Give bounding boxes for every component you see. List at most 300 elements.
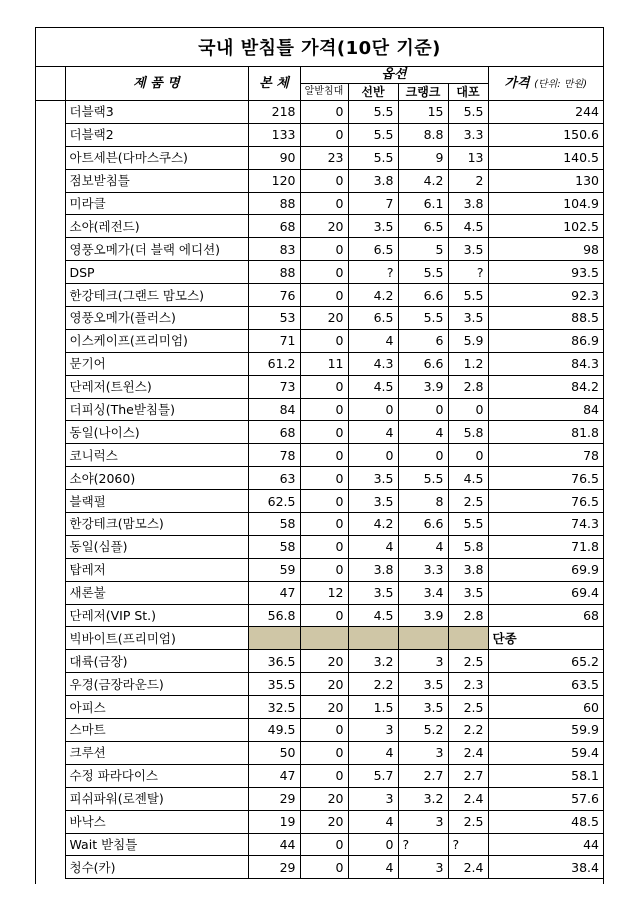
option-shelf: 4 — [348, 741, 398, 764]
product-name: 영풍오메가(더 블랙 에디션) — [65, 238, 248, 261]
product-name: 소야(레전드) — [65, 215, 248, 238]
body-price: 61.2 — [248, 352, 300, 375]
header-opt-shelf: 선반 — [348, 84, 398, 101]
product-name: 이스케이프(프리미엄) — [65, 329, 248, 352]
product-name: 스마트 — [65, 719, 248, 742]
body-price: 88 — [248, 192, 300, 215]
product-name: 아트세븐(다마스쿠스) — [65, 146, 248, 169]
total-price: 68 — [488, 604, 603, 627]
row-spacer — [36, 146, 65, 169]
option-crank: 6.5 — [398, 215, 448, 238]
option-pole: 2.5 — [448, 696, 488, 719]
row-spacer — [36, 169, 65, 192]
option-shelf: 4.3 — [348, 352, 398, 375]
row-spacer — [36, 101, 65, 124]
option-under: 20 — [300, 650, 348, 673]
option-shelf: 6.5 — [348, 307, 398, 330]
product-name: 우경(금장라운드) — [65, 673, 248, 696]
option-crank: 9 — [398, 146, 448, 169]
sheet-title: 국내 받침틀 가격(10단 기준) — [36, 28, 603, 67]
table-row — [36, 352, 603, 375]
total-price: 140.5 — [488, 146, 603, 169]
row-spacer — [36, 467, 65, 490]
option-shelf: 4.5 — [348, 604, 398, 627]
product-name: 미라클 — [65, 192, 248, 215]
body-price: 68 — [248, 215, 300, 238]
option-shelf: 5.5 — [348, 146, 398, 169]
option-pole: 5.9 — [448, 329, 488, 352]
option-shelf: 4 — [348, 535, 398, 558]
option-crank: 5.5 — [398, 467, 448, 490]
option-pole: 2.5 — [448, 810, 488, 833]
table-row — [36, 787, 603, 810]
option-pole: 3.3 — [448, 123, 488, 146]
table-row — [36, 467, 603, 490]
option-pole: 3.5 — [448, 581, 488, 604]
product-name: DSP — [65, 261, 248, 284]
row-spacer — [36, 719, 65, 742]
row-spacer — [36, 398, 65, 421]
table-row — [36, 444, 603, 467]
product-name: 아피스 — [65, 696, 248, 719]
option-under: 20 — [300, 673, 348, 696]
body-price: 35.5 — [248, 673, 300, 696]
body-price: 47 — [248, 764, 300, 787]
total-price: 104.9 — [488, 192, 603, 215]
row-spacer — [36, 284, 65, 307]
row-spacer — [36, 696, 65, 719]
option-under: 0 — [300, 856, 348, 879]
option-pole: 2.5 — [448, 650, 488, 673]
table-row — [36, 375, 603, 398]
option-pole: 5.5 — [448, 101, 488, 124]
option-crank: 3.9 — [398, 375, 448, 398]
option-pole: 3.8 — [448, 558, 488, 581]
row-spacer — [36, 810, 65, 833]
option-shelf: 3.8 — [348, 558, 398, 581]
product-name: 한강테크(그랜드 맘모스) — [65, 284, 248, 307]
option-under: 0 — [300, 467, 348, 490]
option-crank: 3 — [398, 856, 448, 879]
body-price: 76 — [248, 284, 300, 307]
body-price: 53 — [248, 307, 300, 330]
option-crank: 4 — [398, 421, 448, 444]
option-under: 20 — [300, 307, 348, 330]
option-under: 0 — [300, 513, 348, 536]
total-price: 84.2 — [488, 375, 603, 398]
option-under: 0 — [300, 261, 348, 284]
body-price: 68 — [248, 421, 300, 444]
row-spacer — [36, 764, 65, 787]
option-pole: 3.5 — [448, 307, 488, 330]
body-price: 19 — [248, 810, 300, 833]
option-pole: 1.2 — [448, 352, 488, 375]
option-pole: 2.4 — [448, 787, 488, 810]
option-crank: 3 — [398, 741, 448, 764]
row-spacer — [36, 490, 65, 513]
header-price — [488, 67, 603, 101]
option-pole: 2.8 — [448, 604, 488, 627]
table-row — [36, 627, 603, 650]
option-under: 20 — [300, 215, 348, 238]
header-options: 옵션 — [300, 67, 488, 84]
table-row — [36, 307, 603, 330]
option-under: 0 — [300, 604, 348, 627]
option-under: 0 — [300, 833, 348, 856]
option-pole: 0 — [448, 444, 488, 467]
total-price: 150.6 — [488, 123, 603, 146]
body-price: 56.8 — [248, 604, 300, 627]
row-spacer — [36, 444, 65, 467]
option-pole: 2 — [448, 169, 488, 192]
total-price: 63.5 — [488, 673, 603, 696]
body-price: 71 — [248, 329, 300, 352]
option-shelf: 3.5 — [348, 467, 398, 490]
option-crank: 5.5 — [398, 261, 448, 284]
option-crank — [398, 627, 448, 650]
option-under: 20 — [300, 787, 348, 810]
total-price: 102.5 — [488, 215, 603, 238]
product-name: 피쉬파워(로젠탈) — [65, 787, 248, 810]
option-pole: 4.5 — [448, 467, 488, 490]
option-crank: 5.2 — [398, 719, 448, 742]
table-row — [36, 581, 603, 604]
row-spacer — [36, 352, 65, 375]
row-spacer — [36, 238, 65, 261]
table-row — [36, 513, 603, 536]
total-price: 60 — [488, 696, 603, 719]
table-row — [36, 764, 603, 787]
option-crank: 2.7 — [398, 764, 448, 787]
option-shelf: 5.5 — [348, 123, 398, 146]
option-pole: 13 — [448, 146, 488, 169]
product-name: 동일(심플) — [65, 535, 248, 558]
header-opt-pole: 대포 — [448, 84, 488, 101]
table-row — [36, 421, 603, 444]
option-shelf: 0 — [348, 833, 398, 856]
row-spacer — [36, 558, 65, 581]
table-row — [36, 535, 603, 558]
total-price: 69.9 — [488, 558, 603, 581]
option-under: 20 — [300, 810, 348, 833]
table-row — [36, 810, 603, 833]
table-row — [36, 329, 603, 352]
option-crank: 6.6 — [398, 352, 448, 375]
option-under: 0 — [300, 284, 348, 307]
total-price: 38.4 — [488, 856, 603, 879]
option-pole: 0 — [448, 398, 488, 421]
total-price: 130 — [488, 169, 603, 192]
option-pole: 5.8 — [448, 421, 488, 444]
option-crank: 4.2 — [398, 169, 448, 192]
product-name: 단레저(트윈스) — [65, 375, 248, 398]
option-shelf: 4 — [348, 856, 398, 879]
option-shelf: 3.8 — [348, 169, 398, 192]
option-shelf: 3 — [348, 787, 398, 810]
table-row — [36, 123, 603, 146]
product-name: 동일(나이스) — [65, 421, 248, 444]
option-crank: 6.6 — [398, 513, 448, 536]
table-row — [36, 696, 603, 719]
option-pole: 2.4 — [448, 741, 488, 764]
option-crank: 6.1 — [398, 192, 448, 215]
header-opt-under: 알받침대 — [300, 84, 348, 101]
option-under: 0 — [300, 238, 348, 261]
product-name: 더피싱(The받침틀) — [65, 398, 248, 421]
option-shelf: 4 — [348, 810, 398, 833]
option-shelf: 4.5 — [348, 375, 398, 398]
header-price-label: 가격 — [504, 75, 530, 91]
option-shelf: 7 — [348, 192, 398, 215]
option-under: 0 — [300, 101, 348, 124]
body-price: 83 — [248, 238, 300, 261]
option-pole: ? — [448, 261, 488, 284]
option-pole: 4.5 — [448, 215, 488, 238]
body-price: 59 — [248, 558, 300, 581]
option-crank: 3.3 — [398, 558, 448, 581]
option-pole: 5.8 — [448, 535, 488, 558]
option-shelf: 3 — [348, 719, 398, 742]
body-price: 36.5 — [248, 650, 300, 673]
product-name: 더블랙2 — [65, 123, 248, 146]
product-name: 문기어 — [65, 352, 248, 375]
option-crank: 6.6 — [398, 284, 448, 307]
total-price: 65.2 — [488, 650, 603, 673]
table-row — [36, 146, 603, 169]
table-row — [36, 856, 603, 879]
option-crank: 8 — [398, 490, 448, 513]
total-price: 69.4 — [488, 581, 603, 604]
row-spacer — [36, 833, 65, 856]
row-spacer — [36, 604, 65, 627]
product-name: Wait 받침틀 — [65, 833, 248, 856]
total-price: 81.8 — [488, 421, 603, 444]
option-crank: 6 — [398, 329, 448, 352]
total-price: 74.3 — [488, 513, 603, 536]
option-shelf: 4 — [348, 329, 398, 352]
option-pole — [448, 627, 488, 650]
total-price: 71.8 — [488, 535, 603, 558]
body-price: 88 — [248, 261, 300, 284]
option-under: 0 — [300, 421, 348, 444]
option-pole: 5.5 — [448, 284, 488, 307]
option-shelf: 3.2 — [348, 650, 398, 673]
row-spacer — [36, 650, 65, 673]
row-spacer — [36, 856, 65, 879]
table-row — [36, 192, 603, 215]
table-row — [36, 238, 603, 261]
row-spacer — [36, 421, 65, 444]
total-price: 84.3 — [488, 352, 603, 375]
option-under: 0 — [300, 192, 348, 215]
table-row — [36, 284, 603, 307]
product-name: 블랙펄 — [65, 490, 248, 513]
table-row — [36, 490, 603, 513]
option-under: 0 — [300, 741, 348, 764]
option-under: 11 — [300, 352, 348, 375]
option-shelf: 2.2 — [348, 673, 398, 696]
option-crank: 3 — [398, 810, 448, 833]
body-price: 29 — [248, 787, 300, 810]
total-price: 44 — [488, 833, 603, 856]
total-price: 57.6 — [488, 787, 603, 810]
table-row — [36, 604, 603, 627]
table-row — [36, 261, 603, 284]
discontinued-label: 단종 — [488, 627, 603, 650]
product-name: 더블랙3 — [65, 101, 248, 124]
row-spacer — [36, 215, 65, 238]
option-shelf: ? — [348, 261, 398, 284]
option-under: 0 — [300, 123, 348, 146]
total-price: 92.3 — [488, 284, 603, 307]
body-price: 90 — [248, 146, 300, 169]
option-under: 20 — [300, 696, 348, 719]
option-pole: 2.3 — [448, 673, 488, 696]
row-spacer — [36, 329, 65, 352]
option-crank: 5 — [398, 238, 448, 261]
price-table — [36, 67, 603, 879]
header-opt-crank: 크랭크 — [398, 84, 448, 101]
option-under: 12 — [300, 581, 348, 604]
table-row — [36, 719, 603, 742]
product-name: 빅바이트(프리미엄) — [65, 627, 248, 650]
option-under: 0 — [300, 558, 348, 581]
option-shelf — [348, 627, 398, 650]
option-pole: ? — [448, 833, 488, 856]
product-name: 대륙(금장) — [65, 650, 248, 673]
option-shelf: 4.2 — [348, 284, 398, 307]
option-crank: ? — [398, 833, 448, 856]
option-pole: 3.8 — [448, 192, 488, 215]
row-spacer — [36, 513, 65, 536]
option-crank: 5.5 — [398, 307, 448, 330]
option-crank: 8.8 — [398, 123, 448, 146]
option-crank: 3.4 — [398, 581, 448, 604]
row-spacer — [36, 627, 65, 650]
option-crank: 3.5 — [398, 696, 448, 719]
body-price: 47 — [248, 581, 300, 604]
header-price-unit: (단위: 만원) — [534, 78, 588, 90]
price-sheet — [35, 27, 604, 884]
row-spacer — [36, 787, 65, 810]
option-crank: 0 — [398, 398, 448, 421]
option-shelf: 3.5 — [348, 490, 398, 513]
table-row — [36, 169, 603, 192]
option-under: 0 — [300, 329, 348, 352]
body-price: 218 — [248, 101, 300, 124]
table-row — [36, 398, 603, 421]
total-price: 76.5 — [488, 467, 603, 490]
option-crank: 3 — [398, 650, 448, 673]
total-price: 76.5 — [488, 490, 603, 513]
option-shelf: 3.5 — [348, 581, 398, 604]
row-spacer — [36, 307, 65, 330]
body-price: 78 — [248, 444, 300, 467]
total-price: 58.1 — [488, 764, 603, 787]
body-price: 50 — [248, 741, 300, 764]
option-under: 0 — [300, 535, 348, 558]
table-row — [36, 741, 603, 764]
product-name: 바낙스 — [65, 810, 248, 833]
row-spacer — [36, 261, 65, 284]
option-pole: 3.5 — [448, 238, 488, 261]
table-row — [36, 650, 603, 673]
option-under: 0 — [300, 764, 348, 787]
product-name: 코니럭스 — [65, 444, 248, 467]
option-shelf: 5.7 — [348, 764, 398, 787]
option-under: 0 — [300, 719, 348, 742]
product-name: 새론불 — [65, 581, 248, 604]
row-spacer — [36, 192, 65, 215]
product-name: 수정 파라다이스 — [65, 764, 248, 787]
option-pole: 5.5 — [448, 513, 488, 536]
table-row — [36, 833, 603, 856]
option-pole: 2.5 — [448, 490, 488, 513]
total-price: 78 — [488, 444, 603, 467]
spacer-cell — [36, 67, 65, 101]
option-crank: 0 — [398, 444, 448, 467]
row-spacer — [36, 581, 65, 604]
option-crank: 3.5 — [398, 673, 448, 696]
option-pole: 2.2 — [448, 719, 488, 742]
option-under: 0 — [300, 398, 348, 421]
option-shelf: 4 — [348, 421, 398, 444]
body-price: 29 — [248, 856, 300, 879]
body-price: 133 — [248, 123, 300, 146]
product-name: 청수(카) — [65, 856, 248, 879]
row-spacer — [36, 123, 65, 146]
option-shelf: 0 — [348, 444, 398, 467]
option-pole: 2.7 — [448, 764, 488, 787]
total-price: 59.4 — [488, 741, 603, 764]
body-price: 44 — [248, 833, 300, 856]
row-spacer — [36, 673, 65, 696]
body-price: 32.5 — [248, 696, 300, 719]
option-shelf: 5.5 — [348, 101, 398, 124]
total-price: 93.5 — [488, 261, 603, 284]
option-shelf: 3.5 — [348, 215, 398, 238]
option-crank: 3.9 — [398, 604, 448, 627]
option-under: 0 — [300, 375, 348, 398]
header-row-1 — [36, 67, 603, 84]
option-shelf: 6.5 — [348, 238, 398, 261]
header-name: 제 품 명 — [65, 67, 248, 101]
product-name: 탑레저 — [65, 558, 248, 581]
total-price: 244 — [488, 101, 603, 124]
product-name: 소야(2060) — [65, 467, 248, 490]
option-under: 23 — [300, 146, 348, 169]
option-under: 0 — [300, 169, 348, 192]
option-under — [300, 627, 348, 650]
product-name: 한강테크(맘모스) — [65, 513, 248, 536]
option-under: 0 — [300, 490, 348, 513]
row-spacer — [36, 741, 65, 764]
body-price: 63 — [248, 467, 300, 490]
option-shelf: 0 — [348, 398, 398, 421]
row-spacer — [36, 375, 65, 398]
total-price: 86.9 — [488, 329, 603, 352]
option-under: 0 — [300, 444, 348, 467]
body-price: 49.5 — [248, 719, 300, 742]
body-price: 58 — [248, 513, 300, 536]
body-price — [248, 627, 300, 650]
product-name: 영풍오메가(플러스) — [65, 307, 248, 330]
total-price: 88.5 — [488, 307, 603, 330]
option-pole: 2.4 — [448, 856, 488, 879]
option-crank: 3.2 — [398, 787, 448, 810]
total-price: 98 — [488, 238, 603, 261]
table-row — [36, 101, 603, 124]
